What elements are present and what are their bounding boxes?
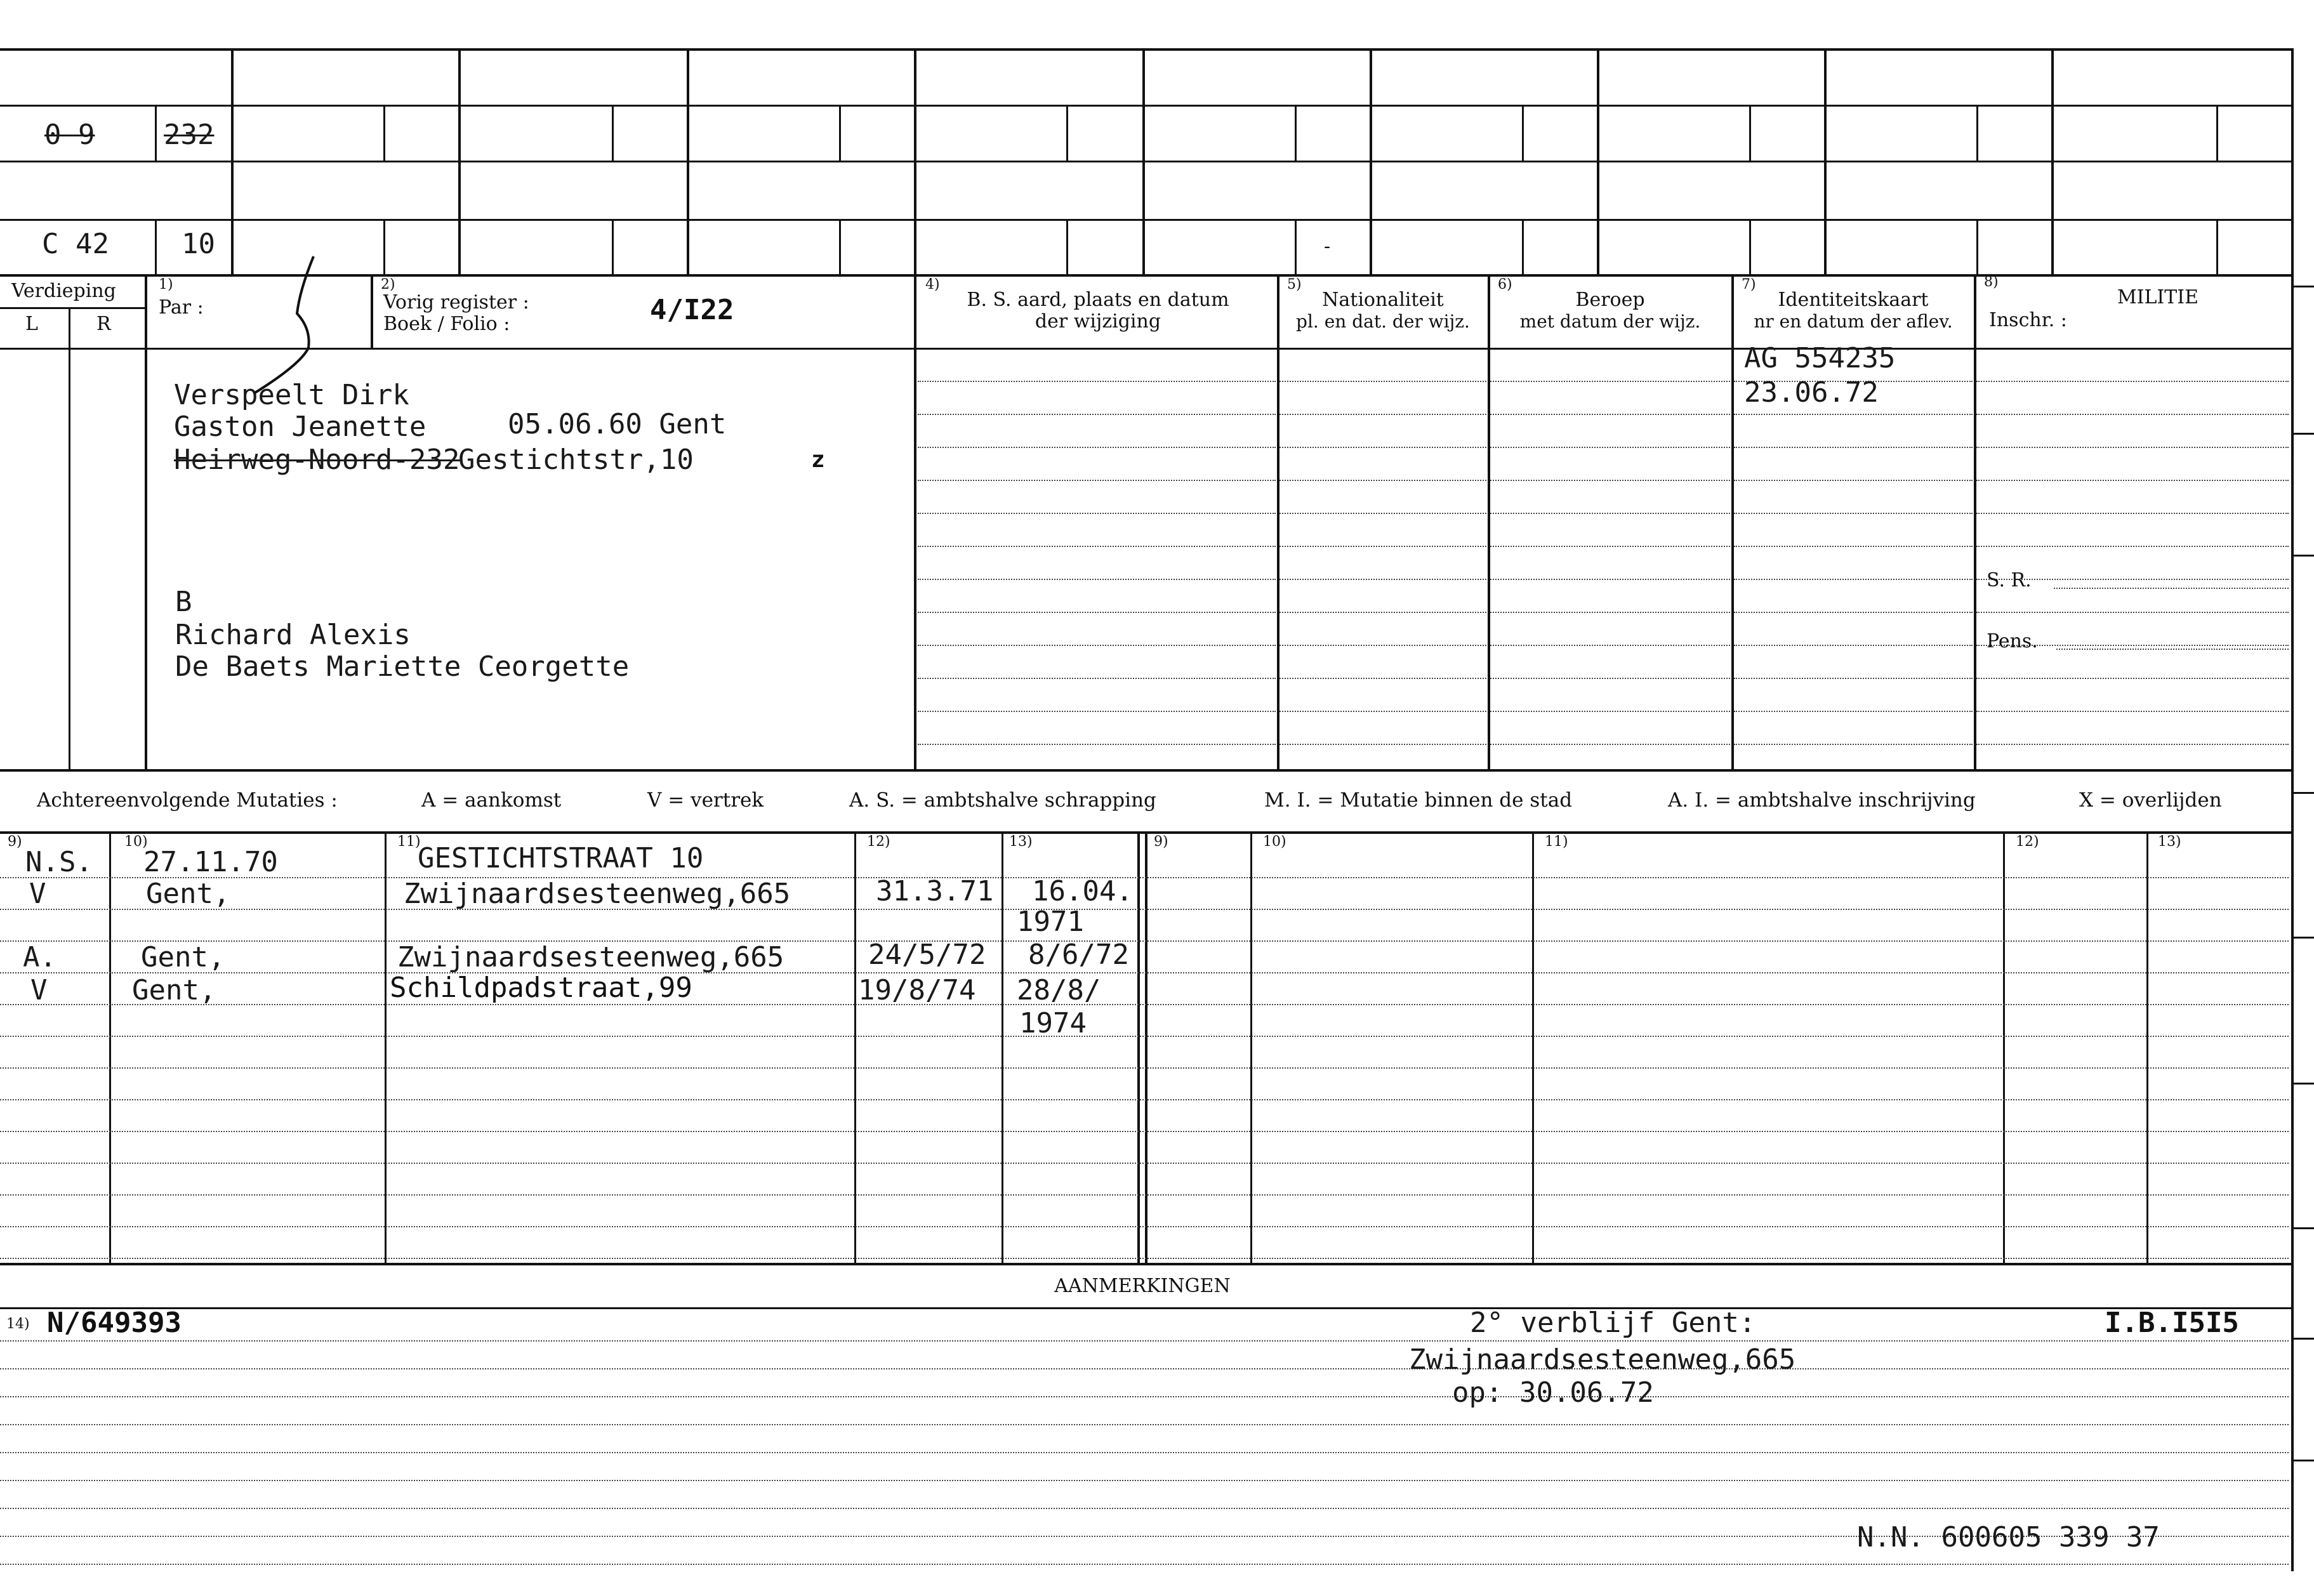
edge-tick bbox=[2291, 937, 2314, 939]
dotted-line bbox=[1734, 612, 1973, 613]
grid-line bbox=[2216, 219, 2218, 274]
dotted-line bbox=[1490, 612, 1730, 613]
dotted-line bbox=[1976, 480, 2289, 481]
dotted-line bbox=[0, 1396, 2289, 1397]
remarks-title: AANMERKINGEN bbox=[1054, 1275, 1231, 1297]
crossed-old-number: 232 bbox=[164, 119, 215, 151]
sr-label: S. R. bbox=[1987, 569, 2032, 591]
column-number: 9) bbox=[1154, 834, 1168, 850]
column-number: 12) bbox=[867, 834, 890, 850]
grid-line bbox=[0, 105, 2291, 107]
column-number: 13) bbox=[2158, 834, 2181, 850]
mutation-type: N.S. bbox=[25, 846, 93, 878]
dotted-line bbox=[0, 1067, 2289, 1069]
top-border bbox=[0, 48, 2291, 51]
dotted-line bbox=[1976, 447, 2289, 448]
dotted-line bbox=[1279, 447, 1486, 448]
edge-tick bbox=[2291, 433, 2314, 435]
grid-line bbox=[155, 105, 157, 161]
column-line bbox=[914, 274, 916, 769]
mutation-date-1: 19/8/74 bbox=[858, 974, 976, 1006]
spouse-marker: B bbox=[175, 586, 192, 618]
dotted-line bbox=[918, 414, 1276, 415]
column-line bbox=[2146, 831, 2148, 1263]
dotted-line bbox=[1976, 744, 2289, 745]
grid-line bbox=[1295, 219, 1297, 274]
person-mark: z bbox=[811, 447, 825, 473]
dotted-line bbox=[1490, 447, 1730, 448]
dotted-line bbox=[1490, 513, 1730, 514]
mutation-type: V bbox=[29, 878, 46, 910]
mutation-place: Gent, bbox=[146, 878, 230, 910]
dotted-line bbox=[1734, 513, 1973, 514]
legend-overlijden: X = overlijden bbox=[2079, 789, 2222, 812]
column-line bbox=[109, 831, 111, 1263]
column-line bbox=[1145, 831, 1147, 1263]
par-label: Par : bbox=[159, 296, 204, 319]
remarks-second-address: Zwijnaardsesteenweg,665 bbox=[1409, 1343, 1796, 1376]
column-line bbox=[1137, 831, 1140, 1263]
column-line bbox=[2003, 831, 2005, 1263]
identiteitskaart-header-line1: Identiteitskaart bbox=[1778, 289, 1929, 311]
column-number: 4) bbox=[925, 277, 940, 293]
handwritten-arrow-icon bbox=[228, 253, 355, 399]
dotted-line bbox=[1976, 381, 2289, 382]
dotted-line bbox=[0, 1340, 2289, 1342]
column-line bbox=[1250, 831, 1252, 1263]
mutation-place: Gent, bbox=[132, 974, 216, 1006]
dotted-line bbox=[918, 711, 1276, 712]
dotted-line bbox=[1490, 381, 1730, 382]
dotted-line bbox=[1734, 447, 1973, 448]
column-number: 1) bbox=[159, 277, 173, 293]
mutation-date-1: 24/5/72 bbox=[868, 939, 986, 971]
dotted-line bbox=[918, 645, 1276, 646]
mutation-date-2: 16.04. bbox=[1032, 875, 1133, 907]
dotted-line bbox=[918, 579, 1276, 580]
grid-line bbox=[1749, 105, 1751, 161]
bs-header-line1: B. S. aard, plaats en datum bbox=[967, 289, 1229, 311]
verdieping-label: Verdieping bbox=[11, 280, 116, 302]
person-parents: Gaston Jeanette bbox=[174, 411, 426, 443]
mutation-date-2: 8/6/72 bbox=[1028, 939, 1129, 971]
dotted-line bbox=[1279, 381, 1486, 382]
grid-line bbox=[1295, 105, 1297, 161]
dotted-line bbox=[1279, 744, 1486, 745]
edge-tick bbox=[2291, 555, 2314, 557]
bs-header-line2: der wijziging bbox=[1035, 310, 1161, 333]
floor-right-label: R bbox=[96, 313, 111, 335]
nationaliteit-header-line2: pl. en dat. der wijz. bbox=[1296, 311, 1470, 332]
pens-line bbox=[2056, 649, 2289, 650]
dotted-line bbox=[1279, 612, 1486, 613]
column-line bbox=[1277, 274, 1279, 769]
dotted-line bbox=[0, 972, 2289, 973]
grid-line bbox=[612, 105, 614, 161]
column-line bbox=[1532, 831, 1534, 1263]
mutation-address: Zwijnaardsesteenweg,665 bbox=[404, 878, 791, 910]
grid-line bbox=[1066, 105, 1068, 161]
edge-tick bbox=[2291, 1460, 2314, 1461]
dotted-line bbox=[1279, 711, 1486, 712]
top-grid-dash: - bbox=[1324, 235, 1331, 258]
dotted-line bbox=[1490, 579, 1730, 580]
dotted-line bbox=[1734, 579, 1973, 580]
dotted-line bbox=[0, 1131, 2289, 1132]
dotted-line bbox=[1976, 546, 2289, 547]
dotted-line bbox=[1279, 645, 1486, 646]
grid-line bbox=[839, 105, 841, 161]
mutations-bottom-border bbox=[0, 1263, 2291, 1265]
column-line bbox=[145, 274, 147, 769]
grid-line bbox=[839, 219, 841, 274]
legend-ambtshalve-inschrijving: A. I. = ambtshalve inschrijving bbox=[1668, 789, 1976, 812]
inschr-label: Inschr. : bbox=[1989, 309, 2067, 331]
column-number: 2) bbox=[381, 277, 395, 293]
grid-line bbox=[612, 219, 614, 274]
militie-header: MILITIE bbox=[2117, 286, 2199, 308]
dotted-line bbox=[1734, 744, 1973, 745]
column-line bbox=[1002, 831, 1003, 1263]
mutation-date-1: 31.3.71 bbox=[876, 875, 994, 907]
dotted-line bbox=[1734, 546, 1973, 547]
dotted-line bbox=[1490, 546, 1730, 547]
remarks-number: 14) bbox=[6, 1316, 30, 1332]
column-line bbox=[1731, 274, 1734, 769]
dotted-line bbox=[0, 1226, 2289, 1227]
grid-line bbox=[155, 219, 157, 274]
remarks-second-residence: 2° verblijf Gent: bbox=[1470, 1307, 1756, 1339]
legend-title: Achtereenvolgende Mutaties : bbox=[37, 789, 338, 812]
dotted-line bbox=[918, 612, 1276, 613]
dotted-line bbox=[0, 1163, 2289, 1164]
dotted-line bbox=[1976, 513, 2289, 514]
grid-line bbox=[0, 161, 2291, 162]
dotted-line bbox=[918, 744, 1276, 745]
column-number: 5) bbox=[1287, 277, 1302, 293]
dotted-line bbox=[918, 480, 1276, 481]
dotted-line bbox=[0, 940, 2289, 942]
grid-line bbox=[383, 219, 385, 274]
dotted-line bbox=[918, 381, 1276, 382]
dotted-line bbox=[0, 1508, 2289, 1509]
dotted-line bbox=[918, 513, 1276, 514]
remarks-nn: N.N. 600605 339 37 bbox=[1857, 1521, 2160, 1553]
dotted-line bbox=[1279, 414, 1486, 415]
spouse-name: Richard Alexis bbox=[175, 619, 411, 651]
mutation-date-2-year: 1971 bbox=[1017, 906, 1084, 938]
mutation-place: Gent, bbox=[141, 941, 225, 973]
dotted-line bbox=[0, 1004, 2289, 1005]
dotted-line bbox=[1490, 645, 1730, 646]
edge-tick bbox=[2291, 792, 2314, 794]
floor-left-label: L bbox=[25, 313, 38, 335]
grid-line bbox=[383, 105, 385, 161]
dotted-line bbox=[0, 1564, 2289, 1565]
dotted-line bbox=[1490, 414, 1730, 415]
dotted-line bbox=[0, 877, 2289, 878]
nationaliteit-header-line1: Nationaliteit bbox=[1322, 289, 1444, 311]
dotted-line bbox=[1734, 480, 1973, 481]
dotted-line bbox=[1734, 645, 1973, 646]
crossed-old-code: 0 9 bbox=[44, 119, 95, 151]
column-number: 7) bbox=[1742, 277, 1756, 293]
right-border bbox=[2291, 48, 2294, 1571]
dotted-line bbox=[918, 546, 1276, 547]
section-number: 10 bbox=[182, 228, 215, 260]
remarks-second-date: op: 30.06.72 bbox=[1452, 1376, 1654, 1409]
beroep-header-line1: Beroep bbox=[1575, 289, 1645, 311]
dotted-line bbox=[1279, 546, 1486, 547]
dotted-line bbox=[0, 1036, 2289, 1037]
grid-line bbox=[1066, 219, 1068, 274]
dotted-line bbox=[1490, 744, 1730, 745]
identity-card-number: AG 554235 bbox=[1744, 342, 1896, 374]
edge-tick bbox=[2291, 1083, 2314, 1085]
column-number: 11) bbox=[397, 834, 421, 850]
column-line bbox=[854, 831, 856, 1263]
column-line bbox=[1974, 274, 1976, 769]
legend-mutatie-binnen-stad: M. I. = Mutatie binnen de stad bbox=[1264, 789, 1573, 812]
legend-ambtshalve-schrapping: A. S. = ambtshalve schrapping bbox=[849, 789, 1156, 812]
column-number: 6) bbox=[1498, 277, 1512, 293]
vorig-register-label: Vorig register : bbox=[383, 291, 529, 313]
dotted-line bbox=[1279, 480, 1486, 481]
remarks-reference: N/649393 bbox=[47, 1307, 182, 1339]
legend-aankomst: A = aankomst bbox=[421, 789, 562, 812]
dotted-line bbox=[918, 447, 1276, 448]
column-line bbox=[371, 274, 373, 348]
dotted-line bbox=[1490, 480, 1730, 481]
column-number: 10) bbox=[124, 834, 148, 850]
beroep-header-line2: met datum der wijz. bbox=[1519, 311, 1701, 332]
dotted-line bbox=[0, 1099, 2289, 1100]
dotted-line bbox=[1976, 678, 2289, 679]
grid-line bbox=[1976, 219, 1978, 274]
mutation-type: A. bbox=[23, 941, 56, 973]
dotted-line bbox=[1976, 414, 2289, 415]
dotted-line bbox=[1490, 678, 1730, 679]
mutation-address: GESTICHTSTRAAT 10 bbox=[418, 842, 704, 874]
dotted-line bbox=[1976, 612, 2289, 613]
boek-folio-label: Boek / Folio : bbox=[383, 313, 510, 335]
column-line bbox=[385, 831, 387, 1263]
remarks-ib: I.B.I5I5 bbox=[2105, 1307, 2239, 1339]
identiteitskaart-header-line2: nr en datum der aflev. bbox=[1754, 311, 1953, 332]
section-code: C 42 bbox=[42, 228, 109, 260]
grid-line bbox=[2216, 105, 2218, 161]
column-line bbox=[69, 307, 70, 769]
mutation-address: Zwijnaardsesteenweg,665 bbox=[397, 941, 784, 973]
mutation-address: Schildpadstraat,99 bbox=[390, 972, 692, 1004]
dotted-line bbox=[1734, 414, 1973, 415]
column-number: 11) bbox=[1545, 834, 1568, 850]
column-line bbox=[1488, 274, 1490, 769]
mutation-date-2: 28/8/ bbox=[1017, 974, 1101, 1006]
dotted-line bbox=[0, 1194, 2289, 1196]
edge-tick bbox=[2291, 286, 2314, 287]
mutation-place: 27.11.70 bbox=[143, 846, 278, 878]
grid-line bbox=[1522, 219, 1524, 274]
dotted-line bbox=[1976, 711, 2289, 712]
mutation-type: V bbox=[30, 974, 48, 1006]
spouse-parents: De Baets Mariette Ceorgette bbox=[175, 650, 630, 683]
dotted-line bbox=[1279, 579, 1486, 580]
edge-tick bbox=[2291, 1227, 2314, 1229]
dotted-line bbox=[1490, 711, 1730, 712]
column-number: 10) bbox=[1263, 834, 1286, 850]
boek-folio-value: 4/I22 bbox=[650, 294, 734, 326]
person-old-address: Heirweg-Noord-232 bbox=[174, 444, 460, 476]
dotted-line bbox=[0, 1480, 2289, 1481]
person-new-address: Gestichtstr,10 bbox=[458, 444, 694, 476]
dotted-line bbox=[0, 909, 2289, 910]
person-birth: 05.06.60 Gent bbox=[508, 408, 727, 440]
dotted-line bbox=[0, 1452, 2289, 1453]
grid-line bbox=[1976, 105, 1978, 161]
identity-card-date: 23.06.72 bbox=[1744, 376, 1879, 409]
grid-line bbox=[1749, 219, 1751, 274]
column-number: 12) bbox=[2016, 834, 2039, 850]
dotted-line bbox=[0, 1424, 2289, 1425]
dotted-line bbox=[1734, 711, 1973, 712]
dotted-line bbox=[0, 1368, 2289, 1369]
dotted-line bbox=[1279, 513, 1486, 514]
column-number: 13) bbox=[1009, 834, 1033, 850]
grid-line bbox=[0, 307, 145, 309]
legend-vertrek: V = vertrek bbox=[647, 789, 764, 812]
person-name: Verspeelt Dirk bbox=[174, 379, 409, 411]
mutation-date-2-year: 1974 bbox=[1019, 1007, 1087, 1039]
dotted-line bbox=[918, 678, 1276, 679]
edge-tick bbox=[2291, 1338, 2314, 1340]
person-block-bottom-border bbox=[0, 769, 2291, 772]
column-number: 9) bbox=[8, 834, 22, 850]
dotted-line bbox=[1279, 678, 1486, 679]
column-number: 8) bbox=[1984, 274, 1999, 290]
grid-line bbox=[0, 219, 2291, 221]
grid-line bbox=[1522, 105, 1524, 161]
dotted-line bbox=[1734, 678, 1973, 679]
pens-label: Pens. bbox=[1987, 630, 2038, 652]
dotted-line bbox=[0, 1258, 2289, 1259]
remarks-top-border bbox=[0, 1307, 2291, 1309]
sr-line bbox=[2054, 588, 2289, 589]
